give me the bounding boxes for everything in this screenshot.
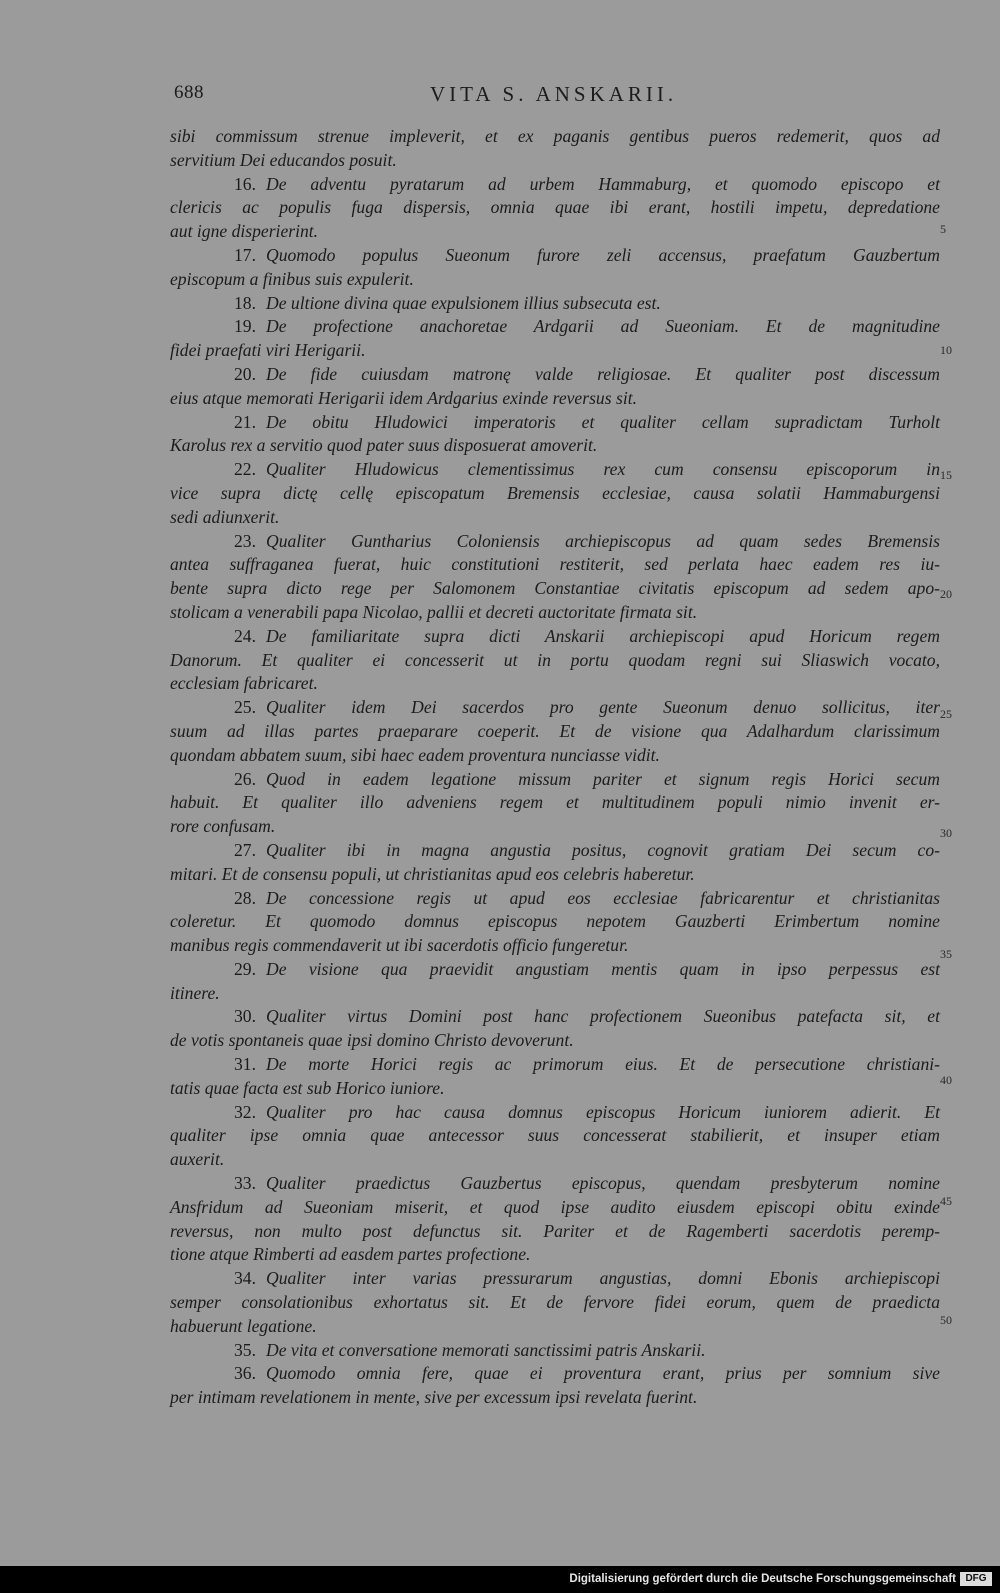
text-line — [170, 1267, 940, 1291]
text-line — [170, 1101, 940, 1125]
chapter-number: 21. — [234, 411, 256, 432]
chapter-number: 30. — [234, 1006, 256, 1027]
text-line: coleretur. Et quomodo domnus episcopus nepotem Gauzberti Erimbertum nomine — [170, 911, 940, 932]
text-line — [170, 625, 940, 649]
chapter-heading-text: De morte Horici regis ac primorum eius. Et de persecutione christiani- — [266, 1054, 940, 1075]
chapter-number: 28. — [234, 887, 256, 908]
chapter-number: 26. — [234, 768, 256, 789]
chapter-entry — [170, 958, 940, 1006]
chapter-entry — [170, 625, 940, 696]
chapter-heading-text: Qualiter praedictus Gauzbertus episcopus, quendam presbyterum nomine — [266, 1173, 940, 1194]
chapter-number: 23. — [234, 530, 256, 551]
text-line: clericis ac populis fuga dispersis, omnia quae ibi erant, hostili impetu, depredatione — [170, 197, 940, 218]
text-line: rore confusam. — [170, 816, 276, 837]
chapter-number: 34. — [234, 1268, 256, 1289]
line-number: 30 — [940, 826, 952, 840]
text-line — [170, 530, 940, 554]
text-line: Ansfridum ad Sueoniam miserit, et quod ipse audito eiusdem episcopi obitu exinde — [170, 1196, 940, 1217]
line-number: 15 — [940, 468, 952, 482]
funding-notice: Digitalisierung gefördert durch die Deutsche Forschungsgemeinschaft — [569, 1573, 956, 1585]
text-line: de votis spontaneis quae ipsi domino Christo devoverunt. — [170, 1030, 574, 1051]
line-number: 25 — [940, 707, 952, 721]
chapter-heading-text: Qualiter Hludowicus clementissimus rex cum consensu episcoporum in — [266, 459, 940, 480]
chapter-heading-text: Qualiter virtus Domini post hanc profectionem Sueonibus patefacta sit, et — [266, 1006, 940, 1027]
text-line — [170, 839, 940, 863]
text-line — [170, 292, 940, 316]
chapter-number: 32. — [234, 1101, 256, 1122]
chapter-number: 33. — [234, 1173, 256, 1194]
text-line: eius atque memorati Herigarii idem Ardgarius exinde reversus sit. — [170, 387, 637, 408]
chapter-heading-text: De visione qua praevidit angustiam mentis quam in ipso perpessus est — [266, 958, 940, 979]
chapter-entry — [170, 1362, 940, 1410]
text-line: vice supra dictę cellę episcopatum Bremensis ecclesiae, causa solatii Hammaburgensi — [170, 482, 940, 503]
text-line — [170, 1362, 940, 1386]
text-line: Danorum. Et qualiter ei concesserit ut in portu quodam regni sui Sliaswich vocato, — [170, 649, 940, 670]
chapter-entry — [170, 173, 940, 244]
chapter-number: 27. — [234, 839, 256, 860]
chapter-heading-text: De adventu pyratarum ad urbem Hammaburg, et quomodo episcopo et — [266, 173, 940, 194]
chapter-number: 17. — [234, 244, 256, 265]
chapter-heading-text: Qualiter idem Dei sacerdos pro gente Sueonum denuo sollicitus, iter — [266, 697, 940, 718]
chapter-heading-text: Qualiter ibi in magna angustia positus, cognovit gratiam Dei secum co- — [266, 839, 940, 860]
text-line: fidei praefati viri Herigarii. — [170, 340, 366, 361]
text-line: reversus, non multo post defunctus sit. Pariter et de Ragemberti sacerdotis peremp- — [170, 1220, 940, 1241]
text-line: Karolus rex a servitio quod pater suus disposuerat amoverit. — [170, 435, 598, 456]
chapter-heading-text: De familiaritate supra dicti Anskarii archiepiscopi apud Horicum regem — [266, 625, 940, 646]
text-line — [170, 173, 940, 197]
footer-bar — [0, 1566, 1000, 1593]
chapter-heading-text: De concessione regis ut apud eos ecclesiae fabricarentur et christianitas — [266, 887, 940, 908]
chapter-entry — [170, 696, 940, 767]
text-line — [170, 887, 940, 911]
text-line: sedi adiunxerit. — [170, 506, 280, 527]
text-line — [170, 1053, 940, 1077]
chapter-number: 16. — [234, 173, 256, 194]
text-line: sibi commissum strenue impleverit, et ex paganis gentibus pueros redemerit, quos ad — [170, 126, 940, 146]
text-line — [170, 411, 940, 435]
chapter-heading-text: Quomodo populus Sueonum furore zeli accensus, praefatum Gauzbertum — [266, 244, 940, 265]
line-number: 35 — [940, 947, 952, 961]
chapter-entry — [170, 458, 940, 529]
text-line: habuerunt legatione. — [170, 1315, 317, 1336]
chapter-entry — [170, 839, 940, 887]
line-number: 20 — [940, 587, 952, 601]
text-line — [170, 363, 940, 387]
chapter-heading-text: Qualiter inter varias pressurarum angustias, domni Ebonis archiepiscopi — [266, 1268, 940, 1289]
chapter-number: 36. — [234, 1363, 256, 1384]
text-line — [170, 315, 940, 339]
text-line — [170, 1339, 940, 1363]
text-line: stolicam a venerabili papa Nicolao, pallii et decreti auctoritate firmata sit. — [170, 601, 698, 622]
chapter-entry — [170, 1172, 940, 1267]
chapter-entry — [170, 363, 940, 411]
page-number: 688 — [174, 82, 204, 103]
text-line: tione atque Rimberti ad easdem partes profectione. — [170, 1244, 531, 1265]
text-line — [170, 768, 940, 792]
chapter-entry — [170, 1339, 940, 1363]
text-line: ecclesiam fabricaret. — [170, 673, 318, 694]
chapter-heading-text: De obitu Hludowici imperatoris et qualiter cellam supradictam Turholt — [266, 411, 940, 432]
line-number: 10 — [940, 343, 952, 357]
text-line: habuit. Et qualiter illo adveniens regem et multitudinem populi nimio invenit er- — [170, 792, 940, 813]
text-line: per intimam revelationem in mente, sive per excessum ipsi revelata fuerint. — [170, 1387, 698, 1408]
running-title: VITA S. ANSKARII. — [430, 82, 678, 106]
chapter-number: 31. — [234, 1054, 256, 1075]
dfg-logo: DFG — [960, 1572, 992, 1586]
chapter-list — [170, 125, 940, 1410]
chapter-number: 22. — [234, 459, 256, 480]
text-line — [170, 244, 940, 268]
text-line: semper consolationibus exhortatus sit. Et de fervore fidei eorum, quem de praedicta — [170, 1292, 940, 1313]
chapter-entry — [170, 768, 940, 839]
text-line: suum ad illas partes praeparare coeperit. Et de visione qua Adalhardum clarissimum — [170, 720, 940, 741]
chapter-heading-text: De ultione divina quae expulsionem illius subsecuta est. — [266, 292, 661, 313]
page-header — [0, 82, 1000, 112]
chapter-heading-text: De profectione anachoretae Ardgarii ad Sueoniam. Et de magnitudine — [266, 316, 940, 337]
chapter-number: 35. — [234, 1339, 256, 1360]
text-line — [170, 958, 940, 982]
text-line — [170, 1005, 940, 1029]
intro-paragraph — [170, 125, 940, 173]
chapter-heading-text: Quomodo omnia fere, quae ei proventura erant, prius per somnium sive — [266, 1363, 940, 1384]
line-number: 40 — [940, 1073, 952, 1087]
text-line — [170, 1172, 940, 1196]
chapter-entry — [170, 411, 940, 459]
chapter-heading-text: Qualiter pro hac causa domnus episcopus Horicum iuniorem adierit. Et — [266, 1101, 940, 1122]
chapter-number: 19. — [234, 316, 256, 337]
line-number: 45 — [940, 1194, 952, 1208]
line-number: 5 — [940, 222, 946, 236]
chapter-number: 20. — [234, 363, 256, 384]
text-line: mitari. Et de consensu populi, ut christianitas apud eos celebris haberetur. — [170, 863, 695, 884]
chapter-entry — [170, 1101, 940, 1172]
text-line — [170, 458, 940, 482]
chapter-entry — [170, 530, 940, 625]
text-line: qualiter ipse omnia quae antecessor suus concesserat stabilierit, et insuper etiam — [170, 1125, 940, 1146]
chapter-entry — [170, 1053, 940, 1101]
chapter-entry — [170, 292, 940, 316]
text-line: episcopum a finibus suis expulerit. — [170, 268, 414, 289]
text-line: bente supra dicto rege per Salomonem Constantiae civitatis episcopum ad sedem apo- — [170, 578, 940, 599]
chapter-heading-text: De fide cuiusdam matronę valde religiosae. Et qualiter post discessum — [266, 363, 940, 384]
text-line: aut igne disperierint. — [170, 221, 319, 242]
text-line: manibus regis commendaverit ut ibi sacerdotis officio fungeretur. — [170, 935, 629, 956]
text-line: antea suffraganea fuerat, huic constitutioni restiterit, sed perlata haec eadem res iu- — [170, 554, 940, 575]
text-line: tatis quae facta est sub Horico iuniore. — [170, 1077, 445, 1098]
chapter-number: 29. — [234, 958, 256, 979]
text-line: quondam abbatem suum, sibi haec eadem proventura nunciasse vidit. — [170, 744, 660, 765]
text-line: auxerit. — [170, 1149, 225, 1170]
line-number: 50 — [940, 1313, 952, 1327]
chapter-entry — [170, 1005, 940, 1053]
chapter-number: 25. — [234, 697, 256, 718]
chapter-number: 18. — [234, 292, 256, 313]
chapter-heading-text: Qualiter Guntharius Coloniensis archiepiscopus ad quam sedes Bremensis — [266, 530, 940, 551]
chapter-heading-text: Quod in eadem legatione missum pariter et signum regis Horici secum — [266, 768, 940, 789]
text-line: itinere. — [170, 982, 220, 1003]
text-line — [170, 696, 940, 720]
chapter-heading-text: De vita et conversatione memorati sanctissimi patris Anskarii. — [266, 1339, 706, 1360]
chapter-number: 24. — [234, 625, 256, 646]
text-line: servitium Dei educandos posuit. — [170, 149, 397, 170]
chapter-entry — [170, 315, 940, 363]
chapter-entry — [170, 887, 940, 958]
chapter-entry — [170, 1267, 940, 1338]
chapter-entry — [170, 244, 940, 292]
